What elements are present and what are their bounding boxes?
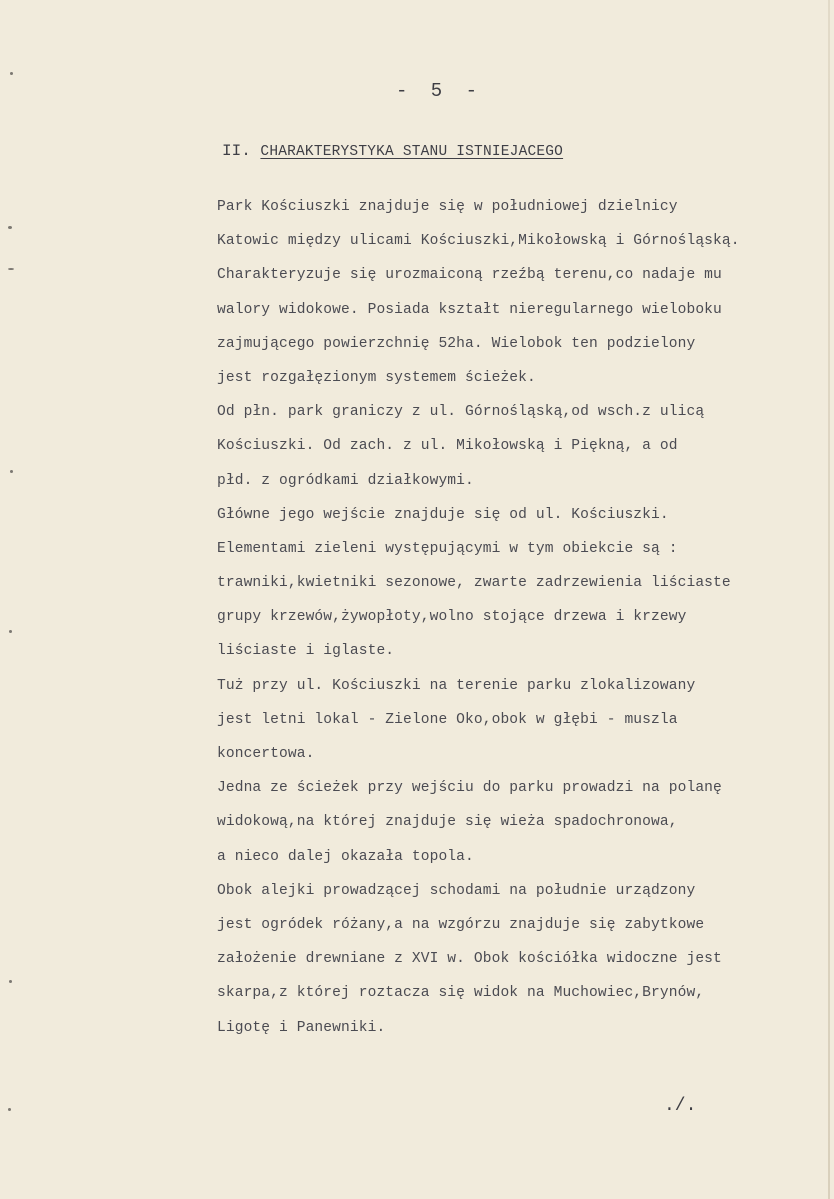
text-line: Główne jego wejście znajduje się od ul. Kościuszki. [217,506,669,523]
scan-speck [10,470,13,473]
text-line: jest rozgałęzionym systemem ścieżek. [217,369,536,386]
text-line: jest letni lokal - Zielone Oko,obok w głębi - muszla [217,711,678,728]
continuation-mark: ./. [664,1096,697,1116]
scan-speck [8,226,12,229]
section-heading [222,142,563,160]
text-line: założenie drewniane z XVI w. Obok kościółka widoczne jest [217,951,722,968]
body-text [217,190,827,1045]
text-line: Park Kościuszki znajduje się w południowej dzielnicy [217,199,678,215]
text-line: koncertowa. [217,746,315,762]
text-line: skarpa,z której roztacza się widok na Muchowiec,Brynów, [217,985,705,1002]
text-line: zajmującego powierzchnię 52ha. Wielobok ten podzielony [217,335,696,352]
text-line: Tuż przy ul. Kościuszki na terenie parku zlokalizowany [217,677,696,694]
scan-speck [8,268,14,270]
page-edge [828,0,830,1199]
scan-speck [10,72,13,75]
text-line: Od płn. park graniczy z ul. Górnośląską,od wsch.z ulicą [217,404,705,421]
text-line: Jedna ze ścieżek przy wejściu do parku prowadzi na polanę [217,780,722,797]
text-line: trawniki,kwietniki sezonowe, zwarte zadrzewienia liściaste [217,575,731,592]
section-title: CHARAKTERYSTYKA STANU ISTNIEJACEGO [260,144,564,160]
scan-speck [8,1108,11,1111]
text-line: Kościuszki. Od zach. z ul. Mikołowską i Piękną, a od [217,438,678,455]
page-number: - 5 - [396,80,484,102]
text-line: widokową,na której znajduje się wieża spadochronowa, [217,814,678,831]
scan-speck [9,630,12,633]
text-line: Charakteryzuje się urozmaiconą rzeźbą terenu,co nadaje mu [217,267,722,284]
text-line: płd. z ogródkami działkowymi. [217,472,474,489]
section-numeral: II. [222,142,251,160]
text-line: a nieco dalej okazała topola. [217,848,474,865]
text-line: Ligotę i Panewniki. [217,1019,386,1036]
text-line: grupy krzewów,żywopłoty,wolno stojące drzewa i krzewy [217,609,687,626]
text-line: jest ogródek różany,a na wzgórzu znajduje się zabytkowe [217,916,705,933]
text-line: Obok alejki prowadzącej schodami na południe urządzony [217,882,696,899]
scan-speck [9,980,12,983]
text-line: walory widokowe. Posiada kształt nieregularnego wieloboku [217,301,722,318]
text-line: Elementami zieleni występującymi w tym obiekcie są : [217,540,678,557]
text-line: liściaste i iglaste. [217,643,395,660]
text-line: Katowic między ulicami Kościuszki,Mikołowską i Górnośląską. [217,233,740,250]
